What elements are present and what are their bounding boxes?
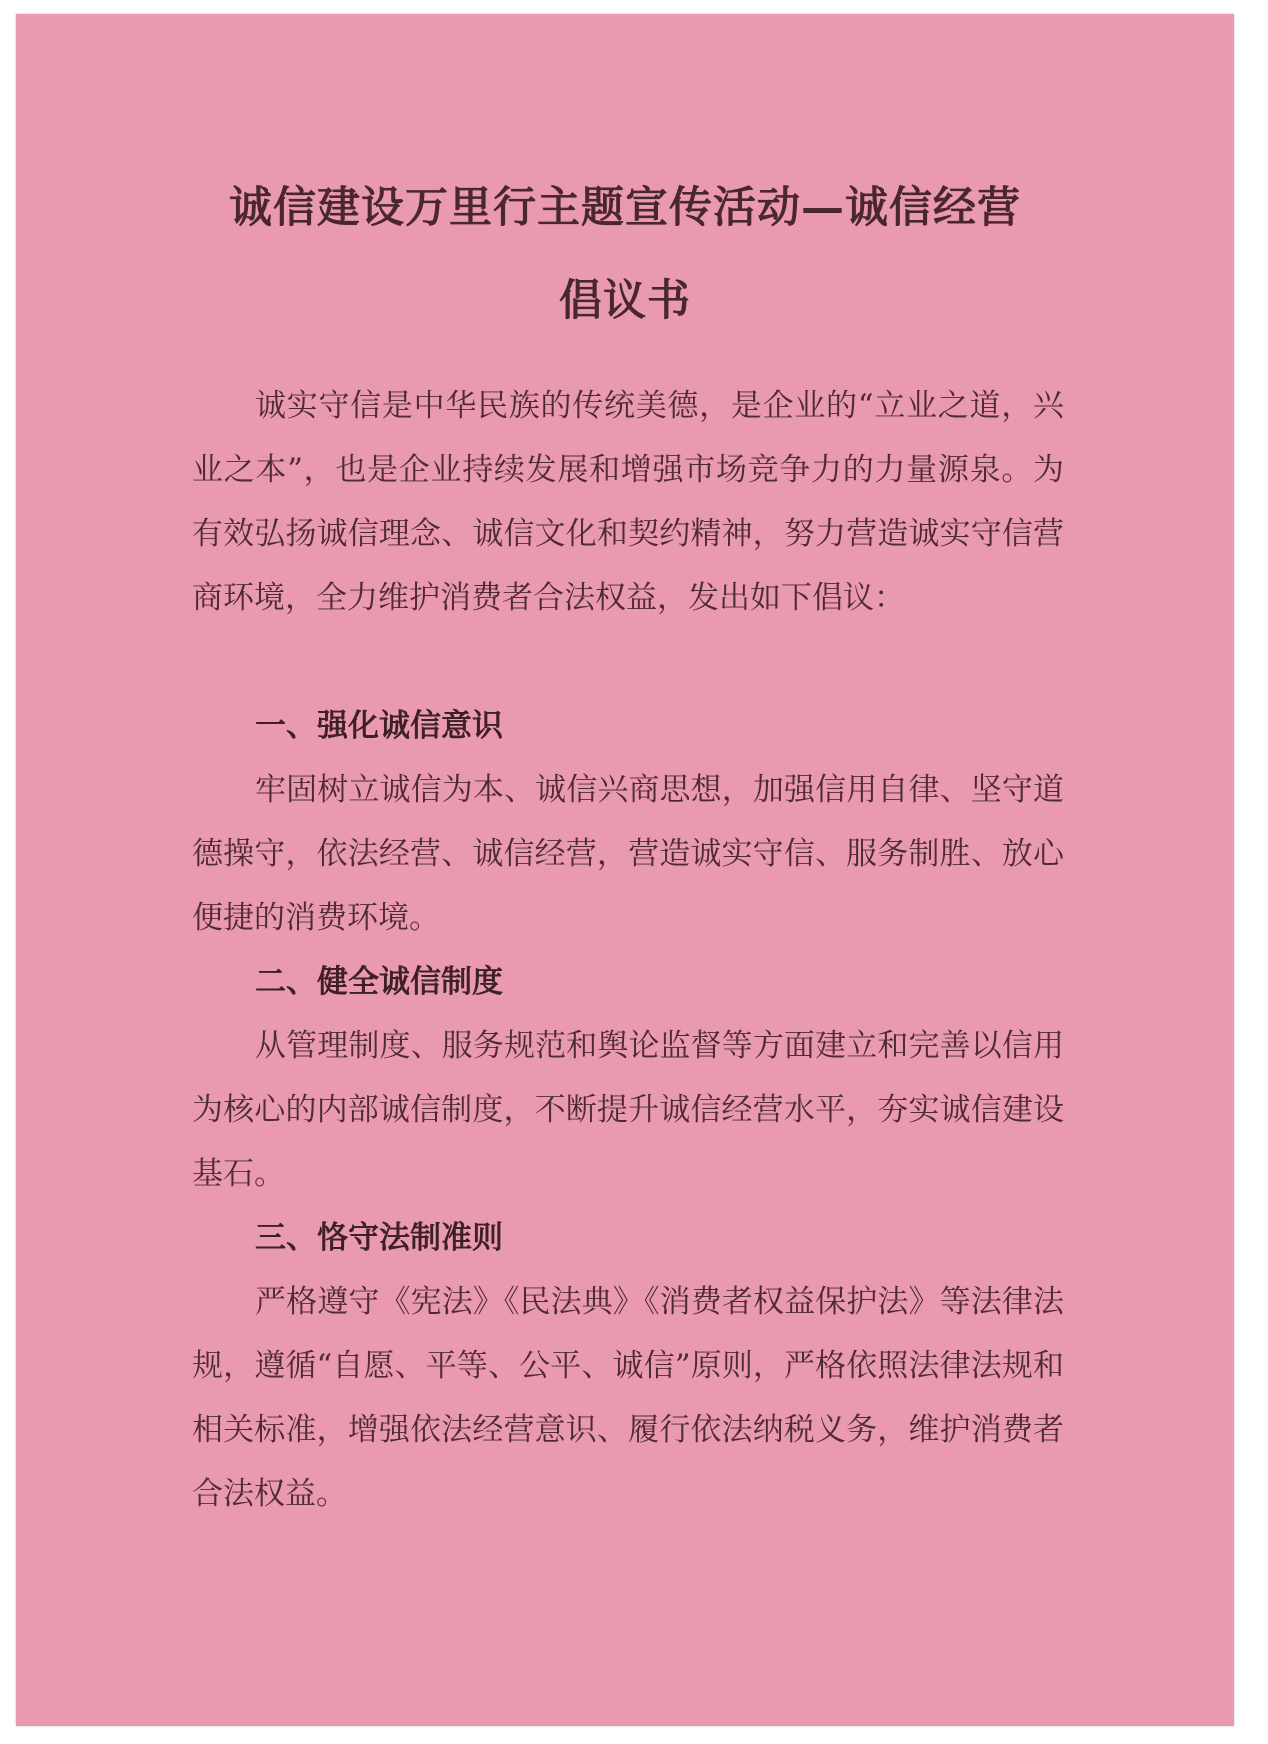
section-paragraph-3: 严格遵守《宪法》《民法典》《消费者权益保护法》等法律法规，遵循“自愿、平等、公平、诚信”原则，严格依照法律法规和相关标准，增强依法经营意识、履行依法纳税义务，维护消费者合法权益。	[192, 1284, 1064, 1512]
section-paragraph-2: 从管理制度、服务规范和舆论监督等方面建立和完善以信用为核心的内部诚信制度，不断提升诚信经营水平，夯实诚信建设基石。	[192, 1028, 1064, 1192]
section-paragraph-1: 牢固树立诚信为本、诚信兴商思想，加强信用自律、坚守道德操守，依法经营、诚信经营，营造诚实守信、服务制胜、放心便捷的消费环境。	[192, 772, 1064, 936]
section-heading-2: 二、健全诚信制度	[255, 964, 503, 1000]
document-title-line-2: 倡议书	[559, 276, 691, 326]
intro-paragraph: 诚实守信是中华民族的传统美德，是企业的“立业之道，兴业之本”，也是企业持续发展和增强市场竞争力的力量源泉。为有效弘扬诚信理念、诚信文化和契约精神，努力营造诚实守信营商环境，全力维护消费者合法权益，发出如下倡议：	[192, 388, 1064, 616]
section-heading-1: 一、强化诚信意识	[255, 708, 503, 744]
document-page	[16, 14, 1234, 1726]
section-heading-3: 三、恪守法制准则	[255, 1220, 503, 1256]
document-title-line-1: 诚信建设万里行主题宣传活动—诚信经营	[229, 183, 1021, 233]
